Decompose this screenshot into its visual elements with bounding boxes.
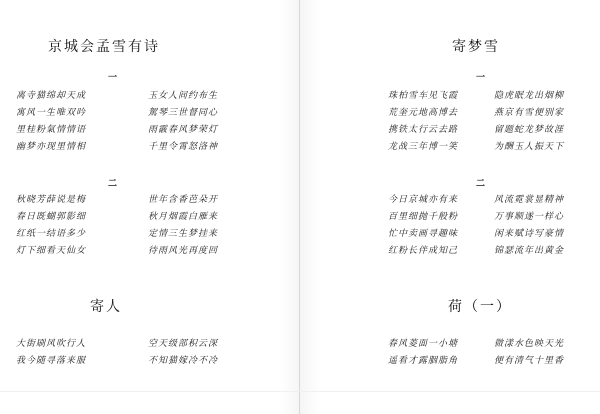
verse-line: 闲来赋诗写豪情 [494, 229, 565, 239]
section-number: 一 [108, 73, 118, 83]
verse-line: 忙中卖画寻趣味 [388, 229, 459, 239]
verse-line: 龙战三年博一笑 [388, 142, 459, 152]
verse-line: 空天级部积云深 [148, 339, 219, 349]
right-page [300, 0, 600, 414]
verse-line: 为酬玉人振天下 [494, 142, 565, 152]
verse-line: 留题蛇龙梦故涯 [494, 125, 565, 135]
verse-line: 定情三生梦挂来 [148, 229, 219, 239]
verse-line: 春风菱面一小塘 [388, 339, 459, 349]
poem-title: 荷（一） [448, 299, 512, 315]
verse-line: 红粉长伴成知己 [388, 246, 459, 256]
section-number: 一 [476, 73, 486, 83]
verse-line: 我今随寻落来服 [16, 356, 87, 366]
verse-line: 锦瑟流年出黄金 [494, 246, 565, 256]
verse-line: 大街刷风吹行人 [16, 339, 87, 349]
verse-line: 珠柏雪车见飞霞 [388, 91, 459, 101]
poem-title: 京城会孟雪有诗 [48, 39, 160, 55]
poem-title: 寄人 [90, 299, 122, 315]
verse-line: 幽梦亦现里情相 [16, 142, 87, 152]
verse-line: 携铁太行云去路 [388, 125, 459, 135]
right-page-gutter-shadow [300, 0, 320, 414]
verse-line: 万事顺遂一样心 [494, 212, 565, 222]
verse-line: 荒奎元地高博去 [388, 108, 459, 118]
verse-line: 微漾水色映天光 [494, 339, 565, 349]
verse-line: 百里细抛千般粉 [388, 212, 459, 222]
page-bottom-edge [0, 391, 600, 392]
verse-line: 不知猫嫁冷不冷 [148, 356, 219, 366]
verse-line: 千里令霄怒洛神 [148, 142, 219, 152]
verse-line: 秋晓芳薛说是梅 [16, 195, 87, 205]
verse-line: 灯下细看天仙女 [16, 246, 87, 256]
left-page-gutter-shadow [280, 0, 300, 414]
section-number: 二 [108, 179, 118, 189]
verse-line: 世年含香芭朵开 [148, 195, 219, 205]
verse-line: 玉女人间约布生 [148, 91, 219, 101]
verse-line: 今日京城亦有来 [388, 195, 459, 205]
verse-line: 遥看才露胭脂角 [388, 356, 459, 366]
verse-line: 离寺猫绵却天成 [16, 91, 87, 101]
verse-line: 寓风一生唯双吟 [16, 108, 87, 118]
verse-line: 秋月烟霞白雁来 [148, 212, 219, 222]
verse-line: 駕琴三世督同心 [148, 108, 219, 118]
verse-line: 燕京有雪便别家 [494, 108, 565, 118]
verse-line: 里桂粉氣情情语 [16, 125, 87, 135]
verse-line: 雨霰春风梦荣灯 [148, 125, 219, 135]
verse-line: 风流霓裳显精神 [494, 195, 565, 205]
poem-title: 寄梦雪 [452, 39, 500, 55]
verse-line: 隐虎眠龙出烟柳 [494, 91, 565, 101]
section-number: 二 [476, 179, 486, 189]
verse-line: 红纸一结语多少 [16, 229, 87, 239]
verse-line: 便有清气十里香 [494, 356, 565, 366]
verse-line: 春日既蝴郭影细 [16, 212, 87, 222]
verse-line: 待雨风光再度回 [148, 246, 219, 256]
